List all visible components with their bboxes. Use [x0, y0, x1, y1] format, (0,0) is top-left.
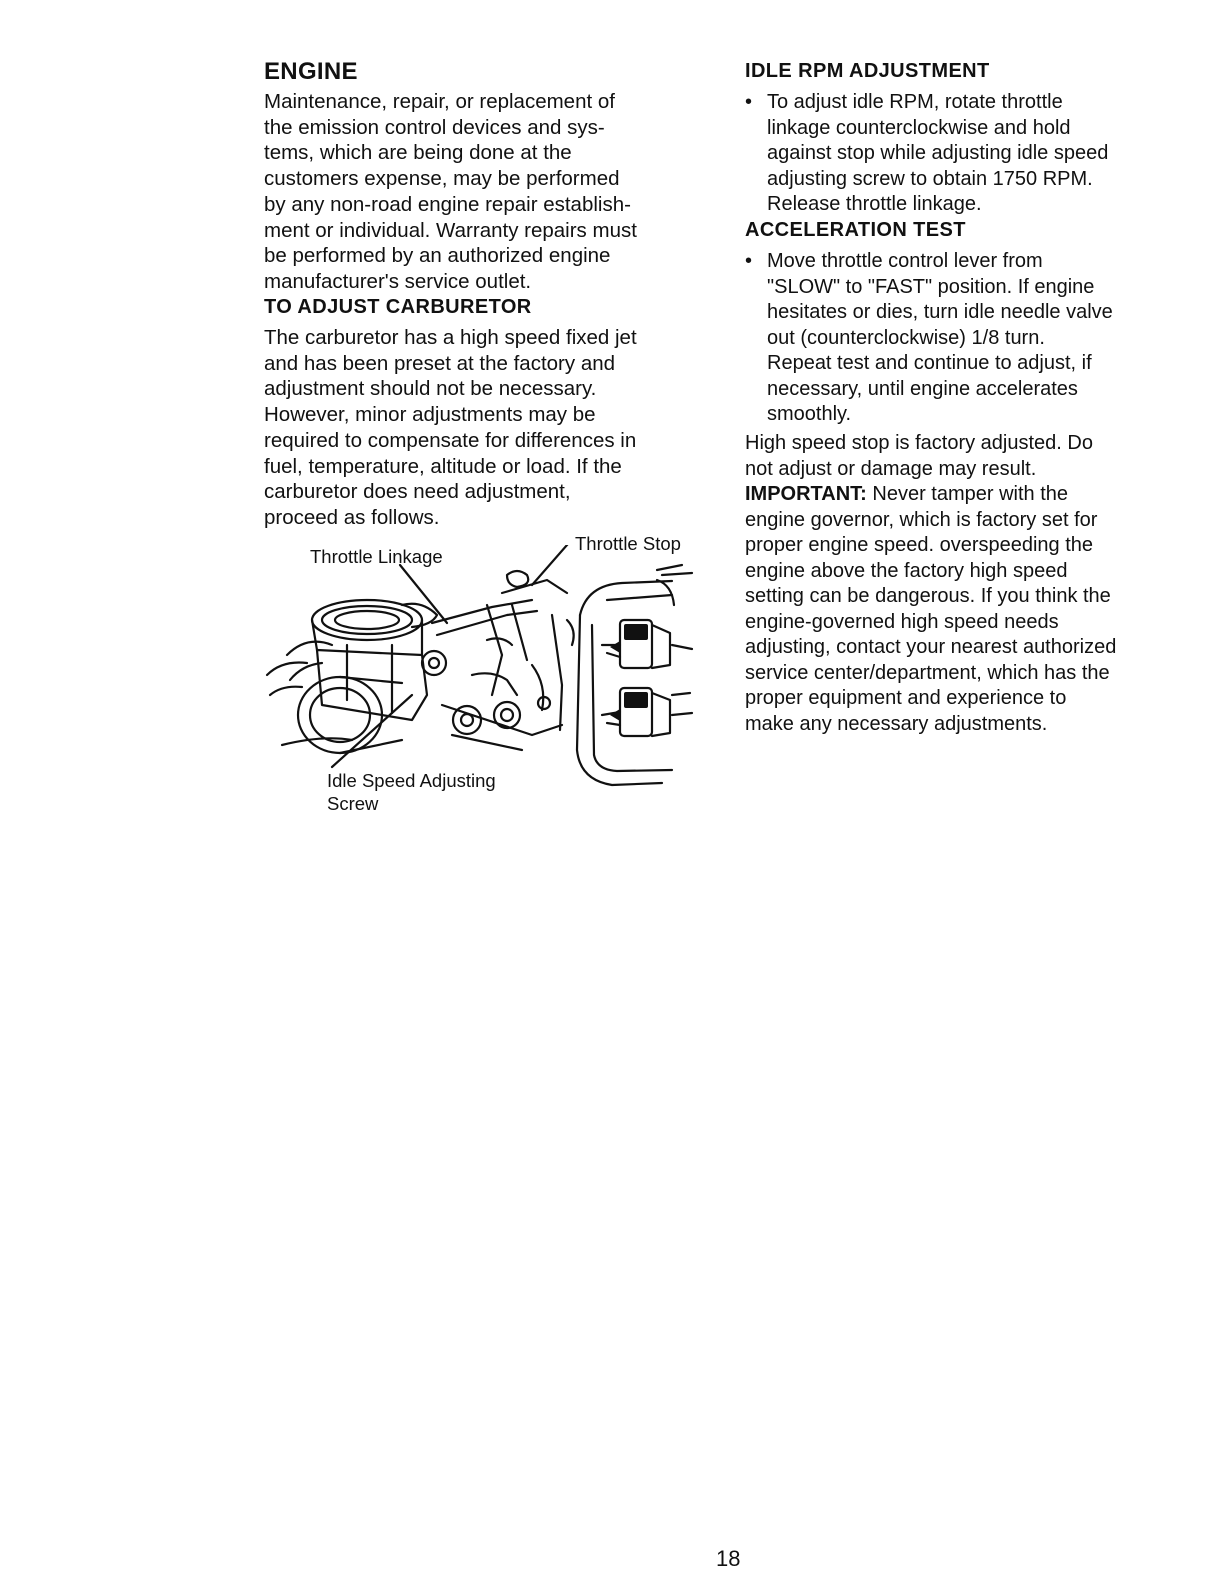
idle-rpm-heading: IDLE RPM ADJUSTMENT: [745, 60, 990, 82]
figure-label-idle-screw: Idle Speed Adjusting Screw: [327, 770, 496, 814]
bullet-marker: •: [745, 250, 753, 272]
acceleration-test-heading: ACCELERATION TEST: [745, 219, 966, 241]
engine-heading: ENGINE: [264, 58, 358, 85]
acceleration-test-bullet-text: Move throttle control lever from "SLOW" to "FAST" position. If engine hesitates or dies, turn idle needle valve out (counterclockwise) 1/8 turn. Repeat test and continue to adjust, if necessary, until engine accelerates smoothly.: [767, 250, 1113, 425]
page-number: 18: [716, 1546, 741, 1571]
idle-rpm-bullet-text: To adjust idle RPM, rotate throttle linkage counterclockwise and hold against stop while adjusting idle speed adjusting screw to obtain 1750 RPM. Release throttle linkage.: [767, 91, 1109, 215]
important-text: Never tamper with the engine governor, which is factory set for proper engine speed. overspeeding the engine above the factory high speed setting can be dangerous. If you think the engine-governed high speed needs adjusting, contact your nearest authorized service center/department, which has the proper equipment and experience to make any necessary adjustments.: [745, 483, 1117, 735]
important-label: IMPORTANT:: [745, 483, 867, 505]
carburetor-heading: TO ADJUST CARBURETOR: [264, 296, 532, 318]
bullet-marker: •: [745, 91, 753, 113]
carburetor-paragraph: The carburetor has a high speed fixed jet and has been preset at the factory and adjustment should not be necessary. However, minor adjustments may be required to compensate for differences in fuel, temperature, altitude or load. If the carburetor does need adjustment, proceed as follows.: [264, 326, 637, 529]
carburetor-diagram: [262, 545, 702, 795]
high-speed-stop-paragraph: High speed stop is factory adjusted. Do not adjust or damage may result.: [745, 432, 1093, 480]
figure-label-throttle-stop: Throttle Stop: [575, 533, 681, 554]
important-paragraph: [745, 482, 1116, 737]
leader-line-stop: [532, 545, 574, 585]
leader-line-screw: [332, 695, 412, 767]
figure-label-throttle-linkage: Throttle Linkage: [310, 546, 443, 567]
engine-paragraph: Maintenance, repair, or replacement of the emission control devices and sys- tems, which are being done at the customers expense, may be performed by any non-road engine repair establish- ment or individual. Warranty repairs must be performed by an authorized engine manufacturer's service outlet.: [264, 90, 637, 293]
